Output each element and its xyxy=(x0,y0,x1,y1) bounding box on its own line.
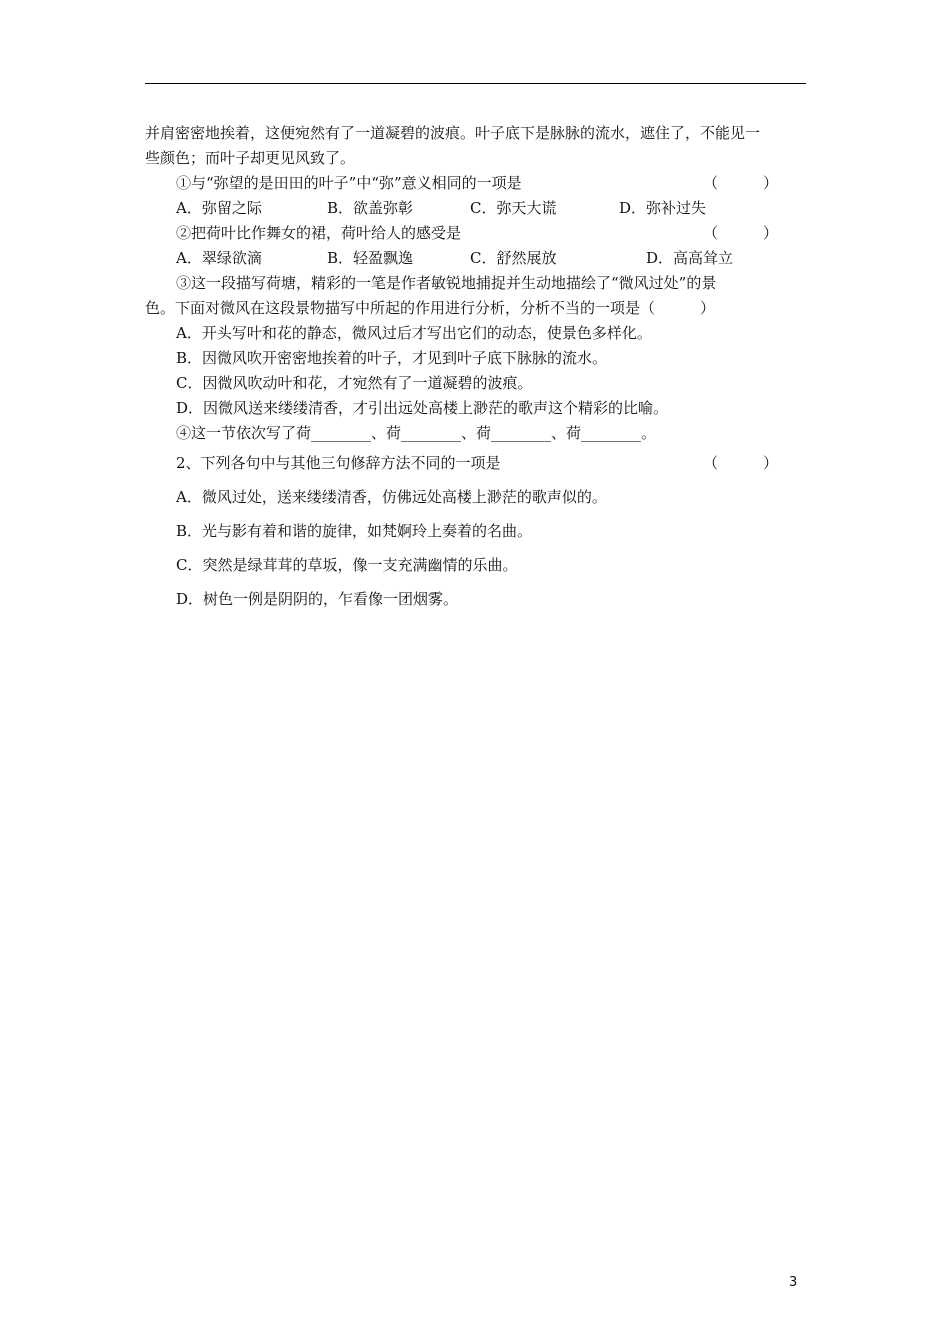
page-number: 3 xyxy=(789,1275,798,1290)
passage-line-2: 些颜色；而叶子却更见风致了。 xyxy=(145,149,356,167)
q4-stem: ④这一节依次写了荷________、荷________、荷________、荷________。 xyxy=(176,424,657,442)
q3-option-c: C．因微风吹动叶和花，才宛然有了一道凝碧的波痕。 xyxy=(176,374,533,392)
q1-stem: ①与“弥望的是田田的叶子”中“弥”意义相同的一项是 xyxy=(176,174,522,192)
question-2-option-d: D．树色一例是阴阴的，乍看像一团烟雾。 xyxy=(176,590,459,608)
q3-option-a: A．开头写叶和花的静态，微风过后才写出它们的动态，使景色多样化。 xyxy=(176,324,652,342)
q3-option-b: B．因微风吹开密密地挨着的叶子，才见到叶子底下脉脉的流水。 xyxy=(176,349,608,367)
q2-option-a: A．翠绿欲滴 xyxy=(176,249,262,267)
question-2-option-c: C．突然是绿茸茸的草坂，像一支充满幽情的乐曲。 xyxy=(176,556,518,574)
question-2-stem: 2、下列各句中与其他三句修辞方法不同的一项是 xyxy=(176,454,501,472)
q1-option-c: C．弥天大谎 xyxy=(470,199,557,217)
q2-stem: ②把荷叶比作舞女的裙，荷叶给人的感受是 xyxy=(176,224,462,242)
header-rule xyxy=(145,83,806,84)
q3-stem-line-1: ③这一段描写荷塘，精彩的一笔是作者敏锐地捕捉并生动地描绘了“微风过处”的景 xyxy=(176,274,717,292)
q3-stem-line-2: 色。下面对微风在这段景物描写中所起的作用进行分析，分析不当的一项是（ ） xyxy=(145,299,716,317)
q1-answer-parens: （ ） xyxy=(703,174,779,192)
q2-answer-parens: （ ） xyxy=(703,224,779,242)
question-2-option-a: A．微风过处，送来缕缕清香，仿佛远处高楼上渺茫的歌声似的。 xyxy=(176,488,607,506)
q2-option-c: C．舒然展放 xyxy=(470,249,557,267)
q1-option-b: B．欲盖弥彰 xyxy=(327,199,414,217)
passage-line-1: 并肩密密地挨着，这便宛然有了一道凝碧的波痕。叶子底下是脉脉的流水，遮住了，不能见一 xyxy=(145,124,761,142)
question-2-answer-parens: （ ） xyxy=(703,454,779,472)
question-2-option-b: B．光与影有着和谐的旋律，如梵婀玲上奏着的名曲。 xyxy=(176,522,533,540)
q3-option-d: D．因微风送来缕缕清香，才引出远处高楼上渺茫的歌声这个精彩的比喻。 xyxy=(176,399,669,417)
q1-option-a: A．弥留之际 xyxy=(176,199,262,217)
q2-option-d: D．高高耸立 xyxy=(646,249,734,267)
q2-option-b: B．轻盈飘逸 xyxy=(327,249,414,267)
q1-option-d: D．弥补过失 xyxy=(619,199,707,217)
